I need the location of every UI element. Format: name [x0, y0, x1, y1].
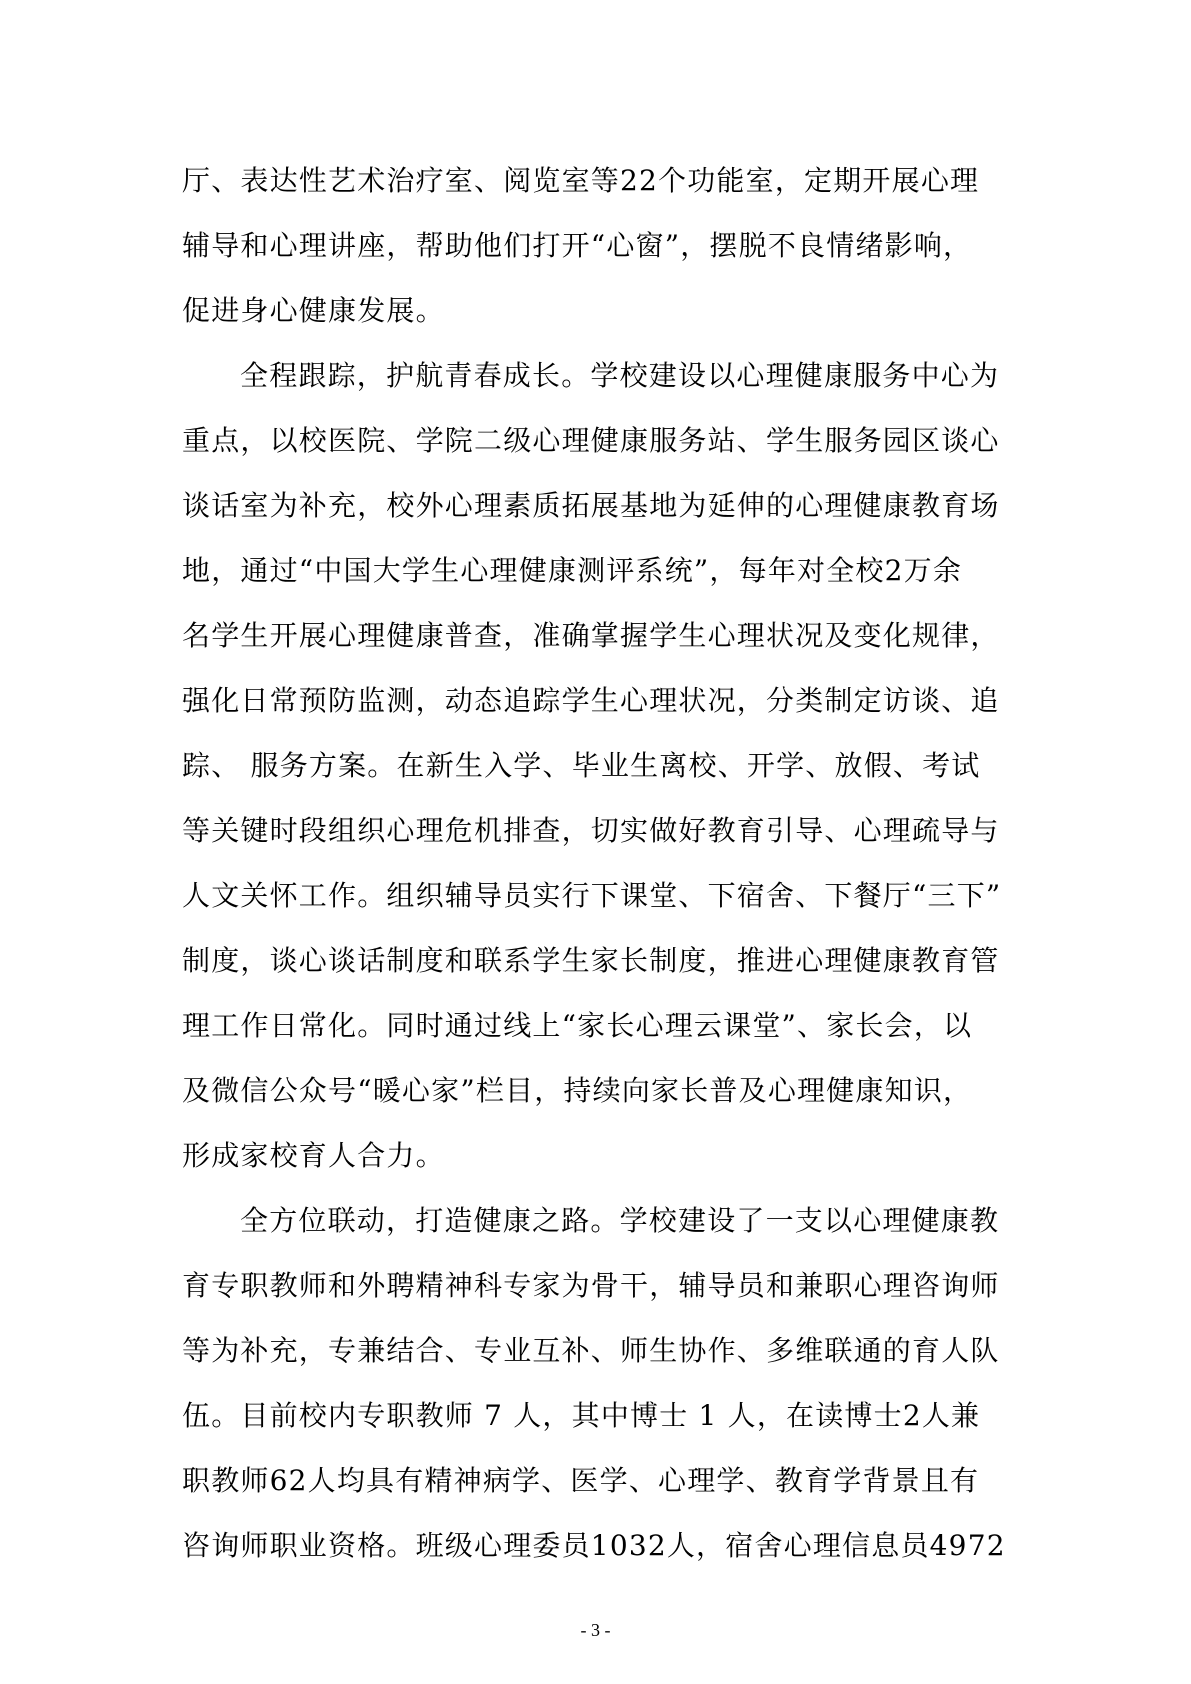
text-line: 职教师62人均具有精神病学、医学、心理学、教育学背景且有 [182, 1464, 980, 1497]
text-line: 及微信公众号“暖心家”栏目，持续向家长普及心理健康知识， [182, 1074, 973, 1107]
page-number: - 3 - [580, 1620, 611, 1640]
text-line: 理工作日常化。同时通过线上“家长心理云课堂”、家长会，以 [182, 1009, 973, 1042]
text-line: 名学生开展心理健康普查，准确掌握学生心理状况及变化规律， [182, 619, 1000, 652]
text-line: 踪、 服务方案。在新生入学、毕业生离校、开学、放假、考试 [182, 749, 981, 782]
text-line: 育专职教师和外聘精神科专家为骨干，辅导员和兼职心理咨询师 [182, 1269, 1000, 1302]
text-line: 谈话室为补充，校外心理素质拓展基地为延伸的心理健康教育场 [182, 489, 1000, 522]
text-line: 形成家校育人合力。 [182, 1139, 445, 1172]
text-line: 等为补充，专兼结合、专业互补、师生协作、多维联通的育人队 [182, 1334, 1000, 1367]
text-line: 促进身心健康发展。 [182, 294, 445, 327]
text-line: 强化日常预防监测，动态追踪学生心理状况，分类制定访谈、追 [182, 684, 1000, 717]
paragraph-start-line: 全程跟踪，护航青春成长。学校建设以心理健康服务中心为 [240, 359, 1000, 392]
text-line: 辅导和心理讲座，帮助他们打开“心窗”，摆脱不良情绪影响， [182, 229, 973, 262]
text-line: 厅、表达性艺术治疗室、阅览室等22个功能室，定期开展心理 [182, 164, 980, 197]
text-line: 重点，以校医院、学院二级心理健康服务站、学生服务园区谈心 [182, 424, 1000, 457]
text-line: 咨询师职业资格。班级心理委员1032人，宿舍心理信息员4972 [182, 1529, 1006, 1562]
body-text [182, 148, 1022, 1578]
text-line: 地，通过“中国大学生心理健康测评系统”，每年对全校2万余 [182, 554, 963, 587]
text-line: 制度，谈心谈话制度和联系学生家长制度，推进心理健康教育管 [182, 944, 1000, 977]
text-line: 伍。目前校内专职教师 7 人，其中博士 1 人，在读博士2人兼 [182, 1399, 981, 1432]
text-line: 等关键时段组织心理危机排查，切实做好教育引导、心理疏导与 [182, 814, 1000, 847]
text-line: 人文关怀工作。组织辅导员实行下课堂、下宿舍、下餐厅“三下” [182, 879, 1002, 912]
paragraph-start-line: 全方位联动，打造健康之路。学校建设了一支以心理健康教 [240, 1204, 1000, 1237]
